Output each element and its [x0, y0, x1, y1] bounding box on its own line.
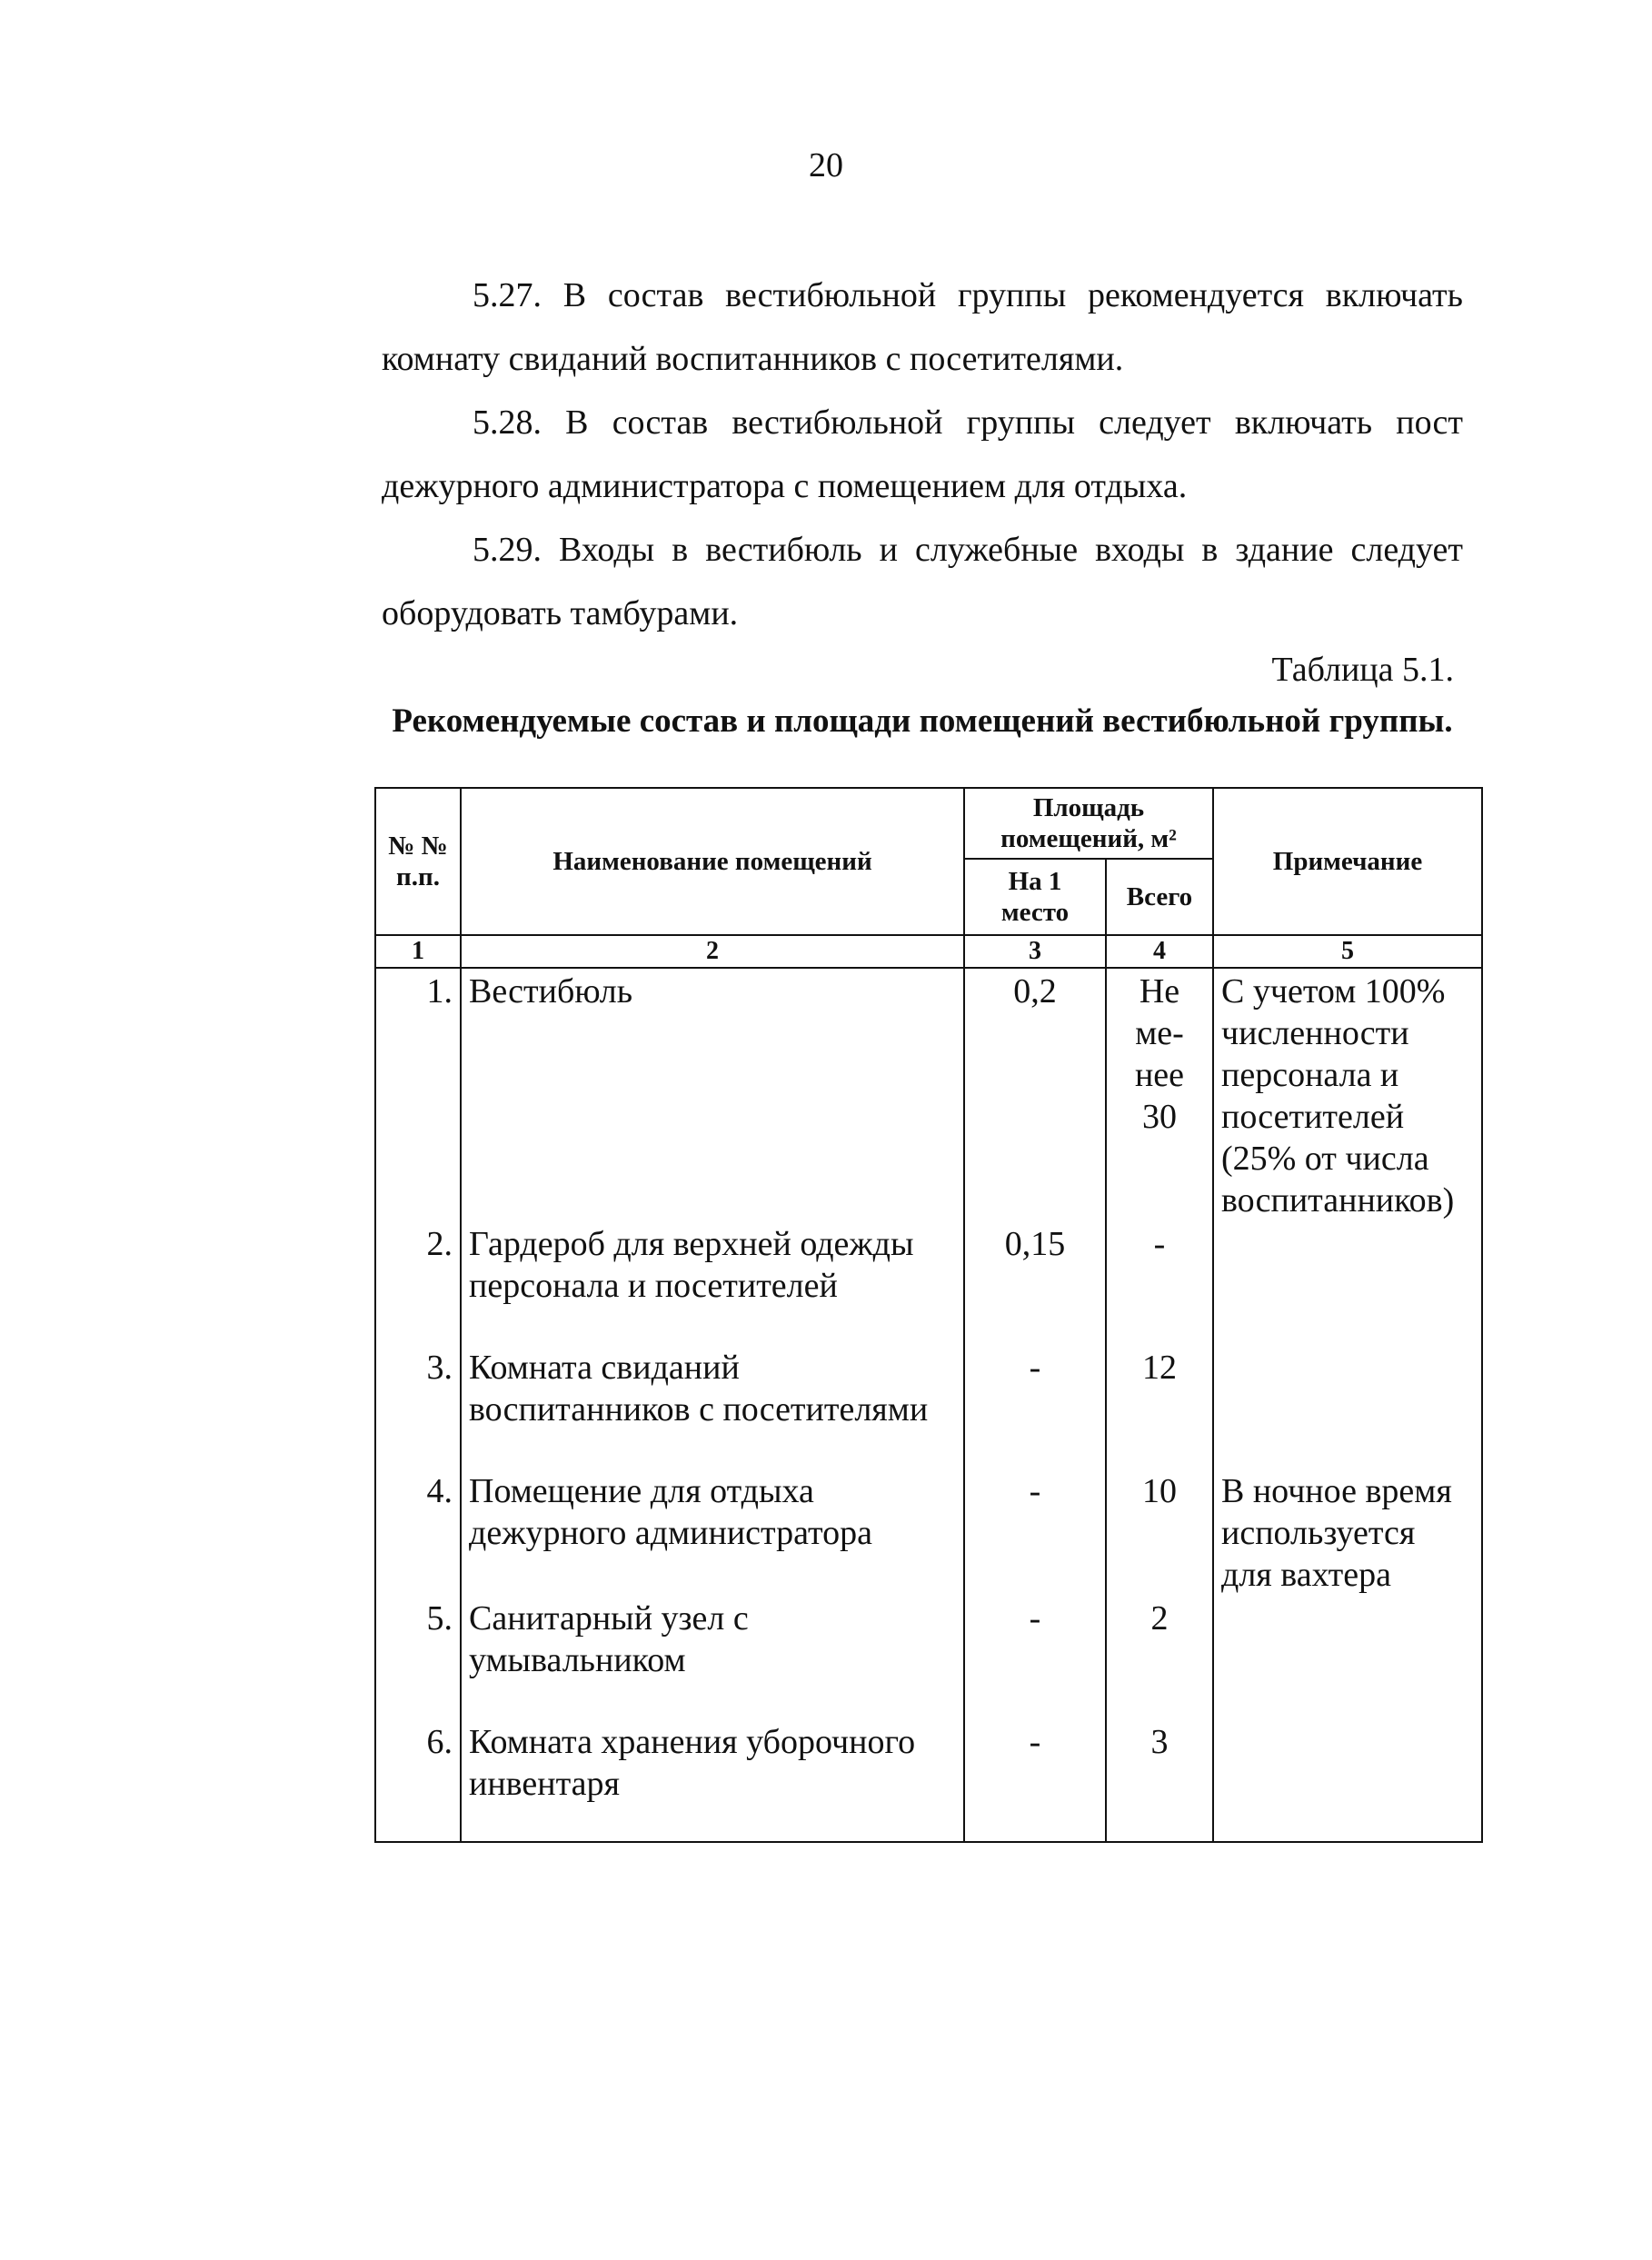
row-per-place: 0,15	[964, 1221, 1106, 1345]
row-num: 1.	[375, 968, 461, 1221]
row-total: Не ме- нее 30	[1106, 968, 1213, 1221]
column-number: 2	[461, 935, 964, 968]
table-title: Рекомендуемые состав и площади помещений вестибюльной группы.	[392, 702, 1453, 740]
row-note	[1213, 1596, 1482, 1719]
header-area: Площадь помещений, м²	[964, 788, 1213, 859]
row-name: Помещение для отдыха дежурного администратора	[461, 1469, 964, 1596]
header-name: Наименование помещений	[461, 788, 964, 935]
row-num: 3.	[375, 1345, 461, 1469]
row-per-place: -	[964, 1469, 1106, 1596]
row-name: Вестибюль	[461, 968, 964, 1221]
row-note	[1213, 1345, 1482, 1469]
row-per-place: 0,2	[964, 968, 1106, 1221]
row-name: Комната свиданий воспитанников с посетителями	[461, 1345, 964, 1469]
table-label: Таблица 5.1.	[1271, 651, 1454, 689]
row-total: 3	[1106, 1719, 1213, 1842]
row-per-place: -	[964, 1719, 1106, 1842]
header-total: Всего	[1106, 859, 1213, 935]
column-number: 5	[1213, 935, 1482, 968]
row-name: Гардероб для верхней одежды персонала и посетителей	[461, 1221, 964, 1345]
row-name: Комната хранения уборочного инвентаря	[461, 1719, 964, 1842]
column-number: 4	[1106, 935, 1213, 968]
header-note: Примечание	[1213, 788, 1482, 935]
row-num: 2.	[375, 1221, 461, 1345]
row-name: Санитарный узел с умывальником	[461, 1596, 964, 1719]
rooms-table	[374, 787, 1483, 1843]
row-total: 2	[1106, 1596, 1213, 1719]
row-note	[1213, 1221, 1482, 1345]
paragraph-5-27: 5.27. В состав вестибюльной группы рекомендуется включать комнату свиданий воспитанников с посетителями.	[382, 276, 1463, 378]
table-row	[375, 968, 1482, 1221]
row-note: С учетом 100% численности персонала и посетителей (25% от числа воспитанников)	[1213, 968, 1482, 1221]
row-per-place: -	[964, 1596, 1106, 1719]
row-total: -	[1106, 1221, 1213, 1345]
row-num: 5.	[375, 1596, 461, 1719]
row-num: 4.	[375, 1469, 461, 1596]
column-number: 1	[375, 935, 461, 968]
row-note	[1213, 1719, 1482, 1842]
row-per-place: -	[964, 1345, 1106, 1469]
row-note: В ночное время используется для вахтера	[1213, 1469, 1482, 1596]
row-num: 6.	[375, 1719, 461, 1842]
table-row	[375, 1469, 1482, 1596]
row-total: 12	[1106, 1345, 1213, 1469]
paragraph-5-28: 5.28. В состав вестибюльной группы следует включать пост дежурного администратора с помещением для отдыха.	[382, 403, 1463, 505]
table-row	[375, 1221, 1482, 1345]
table-row	[375, 1719, 1482, 1842]
page-number: 20	[809, 146, 843, 184]
table-row	[375, 1596, 1482, 1719]
row-total: 10	[1106, 1469, 1213, 1596]
paragraph-5-29: 5.29. Входы в вестибюль и служебные входы в здание следует оборудовать тамбурами.	[382, 531, 1463, 632]
column-number: 3	[964, 935, 1106, 968]
table-row	[375, 1345, 1482, 1469]
header-num: № № п.п.	[375, 788, 461, 935]
header-per-place: На 1 место	[964, 859, 1106, 935]
